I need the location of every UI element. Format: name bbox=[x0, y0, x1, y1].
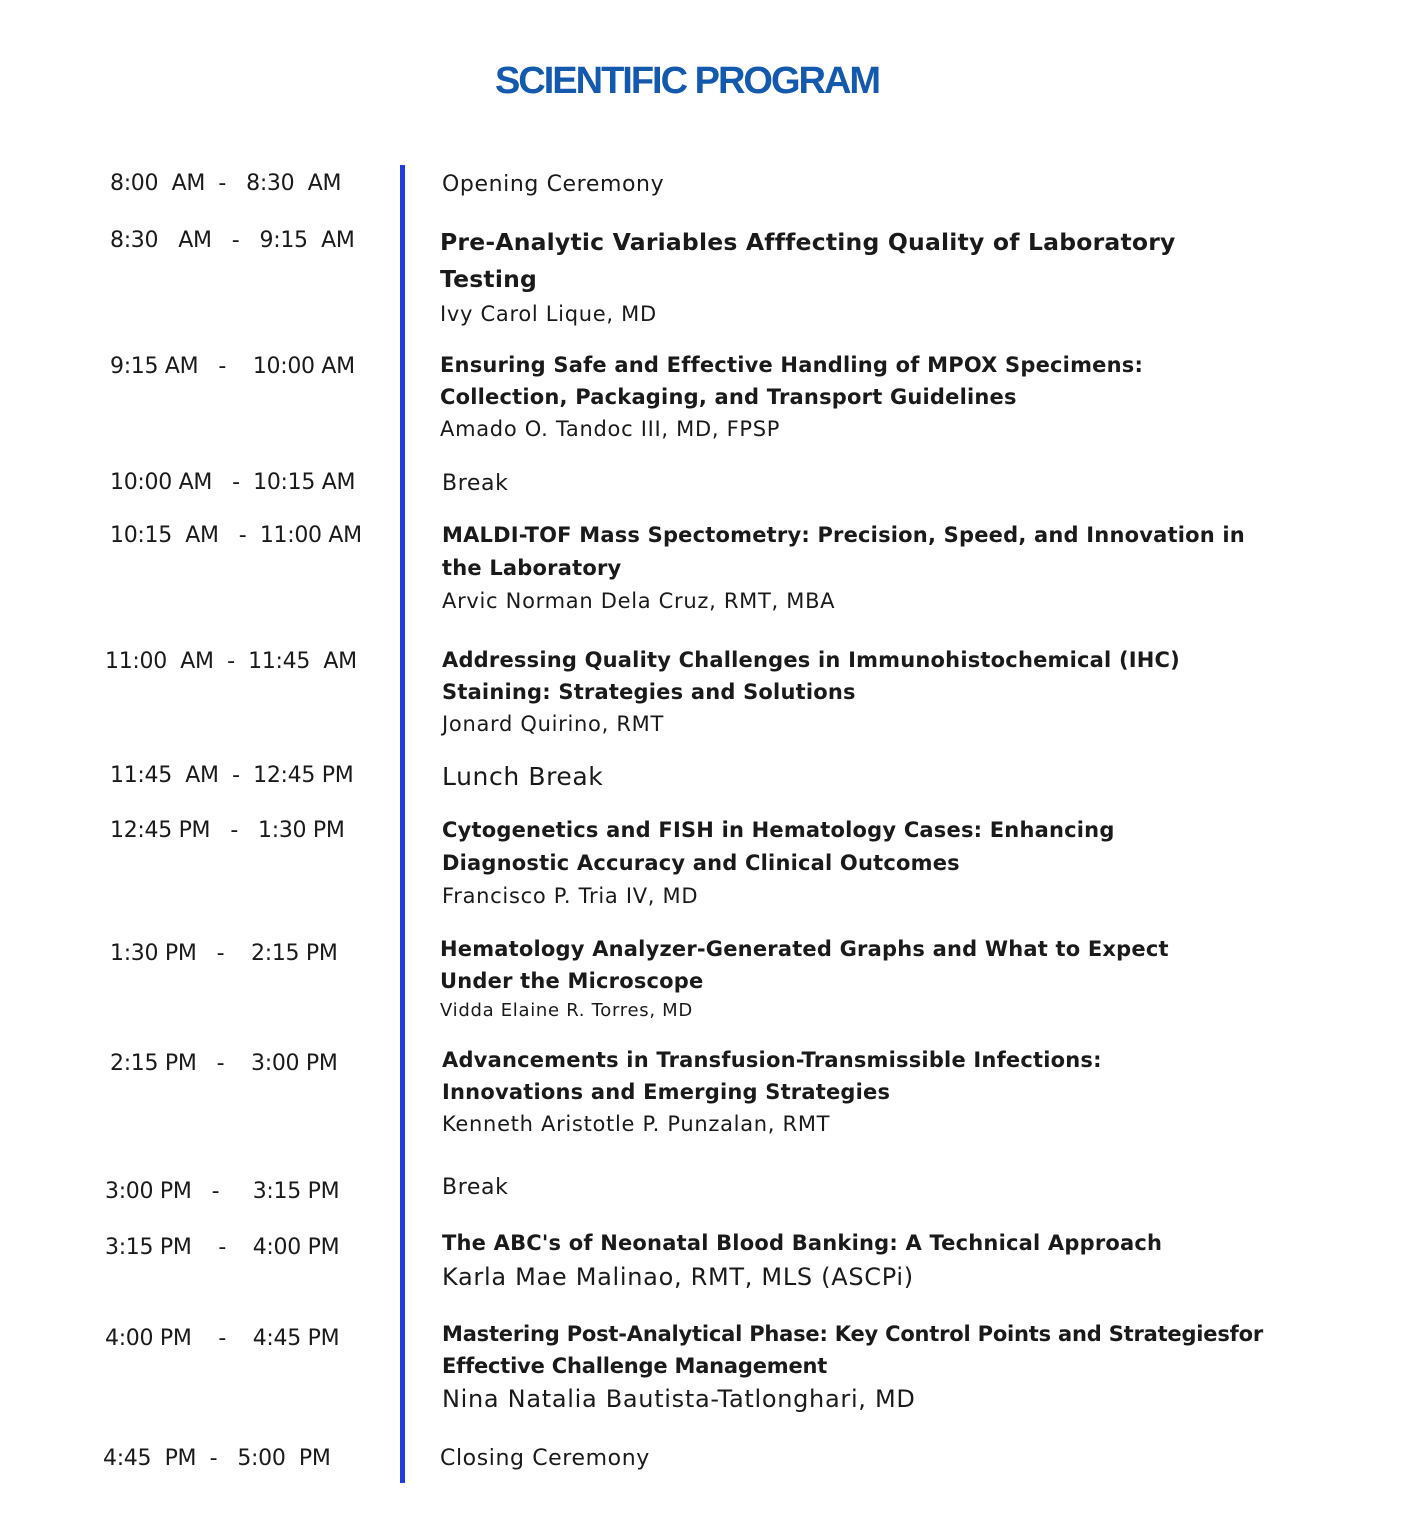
session-time: 11:45 AM - 12:45 PM bbox=[110, 763, 354, 788]
session-time: 8:30 AM - 9:15 AM bbox=[110, 228, 355, 253]
session-time: 12:45 PM - 1:30 PM bbox=[110, 818, 345, 843]
session-entry bbox=[442, 1318, 1342, 1416]
session-title: Mastering Post-Analytical Phase: Key Control Points and Strategiesfor Effective Challenge Management bbox=[442, 1322, 1263, 1378]
session-entry bbox=[442, 762, 1342, 792]
session-entry bbox=[440, 224, 1240, 330]
session-time: 10:00 AM - 10:15 AM bbox=[110, 470, 356, 495]
session-time: 10:15 AM - 11:00 AM bbox=[110, 523, 362, 548]
session-entry bbox=[440, 349, 1220, 445]
session-time: 3:00 PM - 3:15 PM bbox=[105, 1179, 340, 1204]
session-time: 9:15 AM - 10:00 AM bbox=[110, 354, 355, 379]
session-speaker: Arvic Norman Dela Cruz, RMT, MBA bbox=[442, 589, 836, 613]
session-speaker: Amado O. Tandoc III, MD, FPSP bbox=[440, 417, 781, 441]
session-title: Hematology Analyzer-Generated Graphs and What to Expect Under the Microscope bbox=[440, 937, 1169, 993]
session-time: 8:00 AM - 8:30 AM bbox=[110, 171, 342, 196]
page-title: SCIENTIFIC PROGRAM bbox=[494, 60, 880, 102]
session-speaker: Francisco P. Tria IV, MD bbox=[442, 884, 699, 908]
session-title: Lunch Break bbox=[442, 762, 604, 791]
session-speaker: Vidda Elaine R. Torres, MD bbox=[440, 1000, 693, 1021]
session-speaker: Karla Mae Malinao, RMT, MLS (ASCPi) bbox=[442, 1263, 914, 1291]
session-speaker: Kenneth Aristotle P. Punzalan, RMT bbox=[442, 1112, 831, 1136]
session-entry bbox=[440, 1444, 1340, 1474]
session-title: Closing Ceremony bbox=[440, 1446, 650, 1471]
session-time: 4:00 PM - 4:45 PM bbox=[105, 1326, 340, 1351]
session-title: Advancements in Transfusion-Transmissible Infections: Innovations and Emerging Strategies bbox=[442, 1048, 1102, 1104]
session-title: The ABC's of Neonatal Blood Banking: A Technical Approach bbox=[442, 1231, 1163, 1255]
session-entry bbox=[442, 814, 1202, 912]
session-speaker: Ivy Carol Lique, MD bbox=[440, 302, 657, 326]
session-time: 4:45 PM - 5:00 PM bbox=[103, 1446, 331, 1471]
session-title: Pre-Analytic Variables Afffecting Quality of Laboratory Testing bbox=[440, 228, 1176, 293]
session-time: 11:00 AM - 11:45 AM bbox=[105, 649, 357, 674]
session-title: Opening Ceremony bbox=[442, 172, 665, 197]
session-title: Cytogenetics and FISH in Hematology Cases: Enhancing Diagnostic Accuracy and Clinical Outcomes bbox=[442, 818, 1115, 875]
timeline-divider bbox=[400, 165, 405, 1483]
session-entry bbox=[442, 519, 1272, 617]
session-title: Addressing Quality Challenges in Immunohistochemical (IHC) Staining: Strategies and Solutions bbox=[442, 648, 1180, 704]
session-entry bbox=[442, 1173, 1342, 1203]
session-time: 1:30 PM - 2:15 PM bbox=[110, 941, 338, 966]
session-time: 3:15 PM - 4:00 PM bbox=[105, 1235, 340, 1260]
session-entry bbox=[442, 644, 1242, 740]
session-entry bbox=[442, 1227, 1342, 1294]
session-title: Break bbox=[442, 1175, 509, 1200]
session-entry bbox=[442, 170, 1342, 200]
session-title: MALDI-TOF Mass Spectometry: Precision, Speed, and Innovation in the Laboratory bbox=[442, 523, 1245, 580]
session-speaker: Nina Natalia Bautista-Tatlonghari, MD bbox=[442, 1385, 916, 1413]
session-entry bbox=[442, 1044, 1182, 1140]
session-time: 2:15 PM - 3:00 PM bbox=[110, 1051, 338, 1076]
session-entry bbox=[442, 469, 1342, 499]
session-title: Break bbox=[442, 471, 509, 496]
session-entry bbox=[440, 933, 1240, 1025]
session-title: Ensuring Safe and Effective Handling of MPOX Specimens: Collection, Packaging, and Transport Guidelines bbox=[440, 353, 1144, 409]
session-speaker: Jonard Quirino, RMT bbox=[442, 712, 664, 736]
